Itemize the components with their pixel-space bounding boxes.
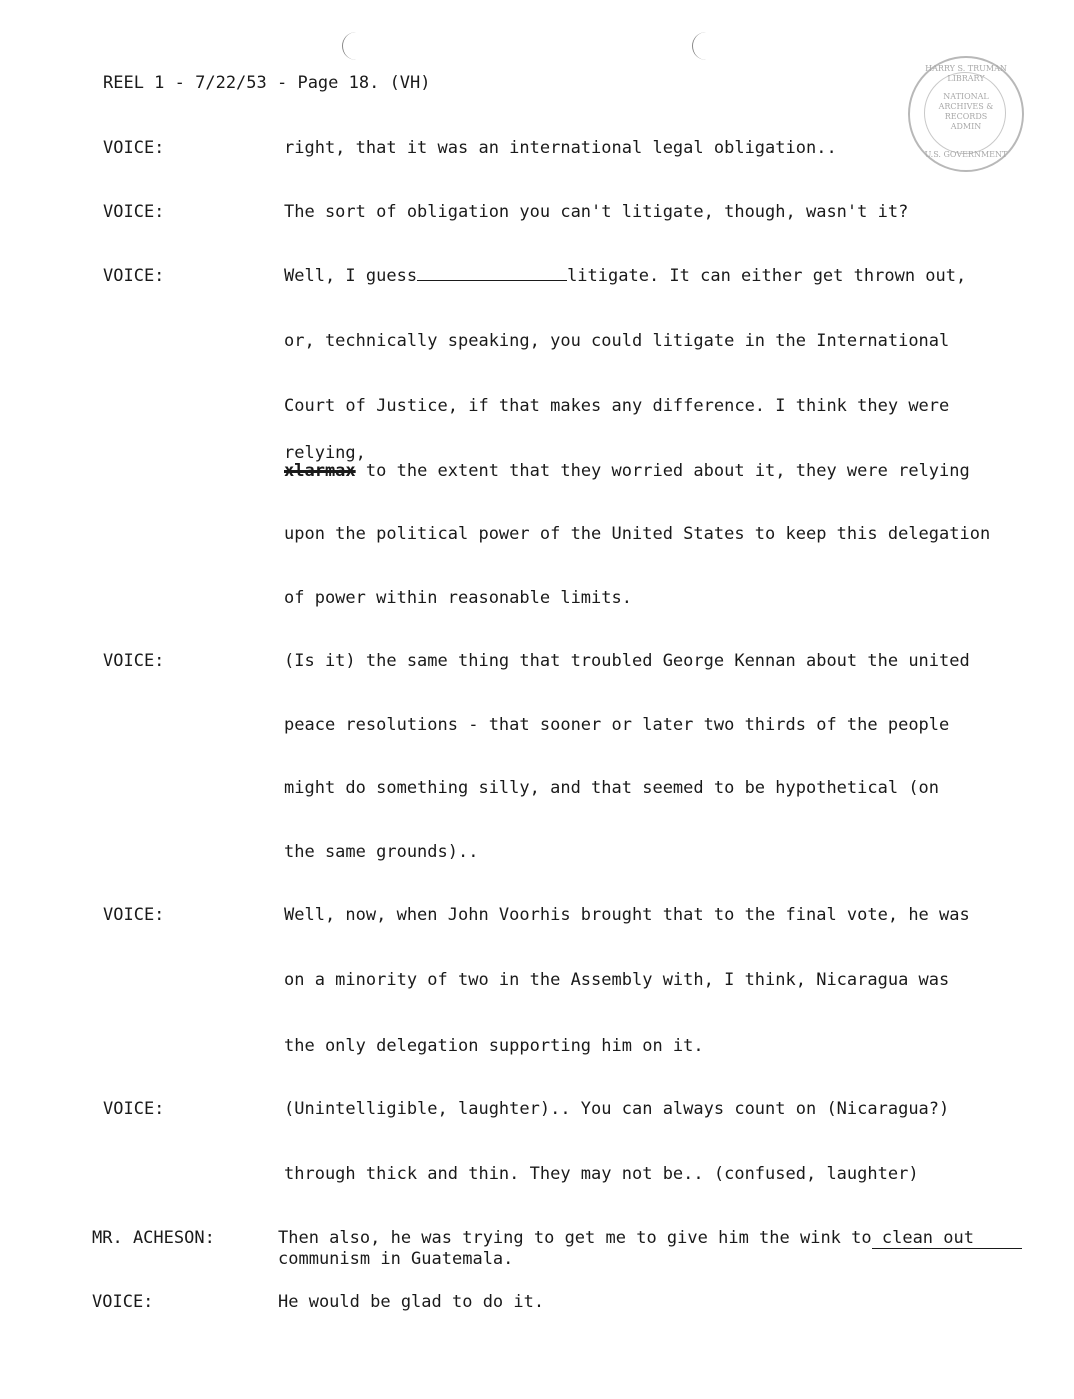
speech-line: might do something silly, and that seemed to be hypothetical (on [284, 778, 940, 798]
transcript-entry [0, 905, 1074, 935]
transcript-entry [0, 138, 1074, 168]
transcript-line-row [0, 778, 1074, 808]
transcript-line-row [0, 331, 1074, 361]
speech-line: xlarmax to the extent that they worried about it, they were relying [284, 461, 970, 481]
transcript-entry [0, 266, 1074, 296]
speaker-label: MR. ACHESON: [92, 1228, 215, 1248]
transcript-line-row [0, 1036, 1074, 1066]
archive-stamp: HARRY S. TRUMAN LIBRARY NATIONAL ARCHIVES & RECORDS ADMIN U.S. GOVERNMENT [908, 56, 1024, 172]
speaker-label: VOICE: [103, 905, 165, 925]
transcript-line-row [0, 1249, 1074, 1279]
speech-line: communism in Guatemala. [278, 1249, 514, 1269]
underlined-text: clean out [872, 1228, 1022, 1249]
speech-line: Then also, he was trying to get me to give him the wink to clean out [278, 1228, 1022, 1248]
blank-line [417, 279, 567, 281]
speaker-label: VOICE: [103, 202, 165, 222]
speech-line: He would be glad to do it. [278, 1292, 545, 1312]
transcript-line-row [0, 588, 1074, 618]
speaker-label: VOICE: [92, 1292, 154, 1312]
speech-line: or, technically speaking, you could litigate in the International [284, 331, 950, 351]
transcript-entry [0, 1099, 1074, 1129]
speaker-label: VOICE: [103, 138, 165, 158]
speech-line: upon the political power of the United States to keep this delegation [284, 524, 991, 544]
struck-word: xlarmax [284, 461, 356, 481]
speaker-label: VOICE: [103, 1099, 165, 1119]
transcript-line-row [0, 1164, 1074, 1194]
speech-line: through thick and thin. They may not be.. (confused, laughter) [284, 1164, 919, 1184]
punch-hole-mark [342, 32, 357, 60]
transcript-line-row [0, 842, 1074, 872]
handwritten-insertion: relying, [284, 443, 366, 463]
transcript-line-row [0, 443, 1074, 491]
punch-hole-mark [692, 32, 707, 60]
page-header: REEL 1 - 7/22/53 - Page 18. (VH) [103, 73, 431, 93]
speech-line: the only delegation supporting him on it. [284, 1036, 704, 1056]
transcript-entry [0, 1292, 1074, 1322]
speech-line: of power within reasonable limits. [284, 588, 632, 608]
speech-line: peace resolutions - that sooner or later two thirds of the people [284, 715, 950, 735]
transcript-line-row [0, 715, 1074, 745]
transcript-line-row [0, 396, 1074, 426]
speaker-label: VOICE: [103, 651, 165, 671]
speaker-label: VOICE: [103, 266, 165, 286]
speech-line: Well, now, when John Voorhis brought that to the final vote, he was [284, 905, 970, 925]
transcript-line-row [0, 524, 1074, 554]
transcript-entry [0, 651, 1074, 681]
speech-line: (Unintelligible, laughter).. You can always count on (Nicaragua?) [284, 1099, 950, 1119]
transcript-entry [0, 202, 1074, 232]
speech-line: the same grounds).. [284, 842, 479, 862]
speech-line: Well, I guess litigate. It can either get thrown out, [284, 266, 967, 286]
speech-line: right, that it was an international legal obligation.. [284, 138, 837, 158]
transcript-line-row [0, 970, 1074, 1000]
speech-line: Court of Justice, if that makes any difference. I think they were [284, 396, 950, 416]
speech-line: (Is it) the same thing that troubled George Kennan about the united [284, 651, 970, 671]
speech-line: on a minority of two in the Assembly with, I think, Nicaragua was [284, 970, 950, 990]
speech-line: The sort of obligation you can't litigate, though, wasn't it? [284, 202, 909, 222]
